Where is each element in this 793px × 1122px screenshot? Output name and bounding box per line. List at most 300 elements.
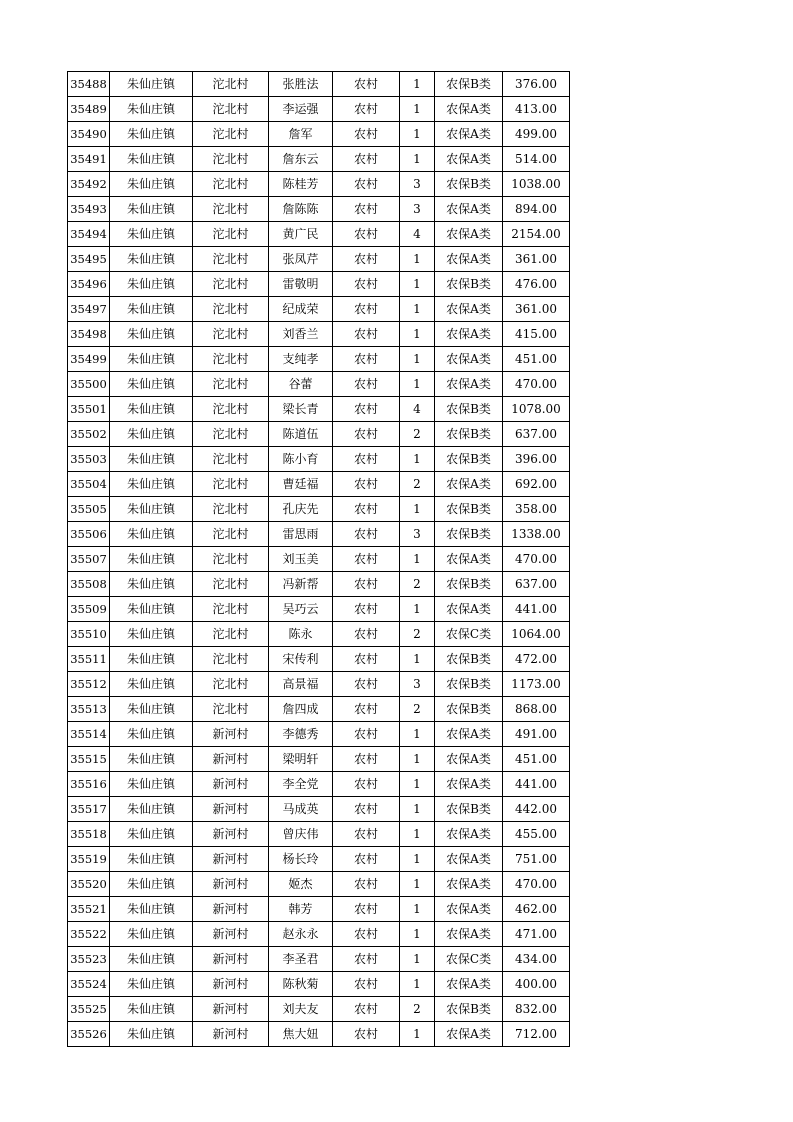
cell-count: 1 — [400, 772, 435, 797]
cell-count: 1 — [400, 322, 435, 347]
cell-name: 杨长玲 — [269, 847, 333, 872]
table-row — [68, 797, 570, 822]
cell-category: 农保A类 — [435, 547, 503, 572]
table-row — [68, 897, 570, 922]
cell-amount: 415.00 — [503, 322, 570, 347]
cell-amount: 455.00 — [503, 822, 570, 847]
cell-category: 农保B类 — [435, 447, 503, 472]
cell-type: 农村 — [333, 472, 400, 497]
cell-amount: 451.00 — [503, 747, 570, 772]
cell-category: 农保B类 — [435, 797, 503, 822]
cell-type: 农村 — [333, 747, 400, 772]
cell-category: 农保B类 — [435, 997, 503, 1022]
cell-name: 陈小育 — [269, 447, 333, 472]
cell-category: 农保B类 — [435, 497, 503, 522]
cell-type: 农村 — [333, 872, 400, 897]
cell-town: 朱仙庄镇 — [110, 772, 193, 797]
cell-type: 农村 — [333, 72, 400, 97]
cell-village: 沱北村 — [193, 422, 269, 447]
table-row — [68, 772, 570, 797]
cell-count: 2 — [400, 472, 435, 497]
cell-count: 1 — [400, 822, 435, 847]
cell-amount: 442.00 — [503, 797, 570, 822]
cell-type: 农村 — [333, 122, 400, 147]
cell-count: 2 — [400, 997, 435, 1022]
cell-name: 宋传利 — [269, 647, 333, 672]
cell-id: 35506 — [68, 522, 110, 547]
cell-amount: 832.00 — [503, 997, 570, 1022]
cell-village: 沱北村 — [193, 672, 269, 697]
cell-type: 农村 — [333, 172, 400, 197]
table-row — [68, 147, 570, 172]
cell-name: 曾庆伟 — [269, 822, 333, 847]
cell-type: 农村 — [333, 922, 400, 947]
cell-village: 沱北村 — [193, 272, 269, 297]
cell-name: 刘香兰 — [269, 322, 333, 347]
table-row — [68, 847, 570, 872]
cell-type: 农村 — [333, 897, 400, 922]
cell-village: 沱北村 — [193, 172, 269, 197]
cell-name: 梁长青 — [269, 397, 333, 422]
cell-id: 35519 — [68, 847, 110, 872]
cell-town: 朱仙庄镇 — [110, 672, 193, 697]
cell-count: 1 — [400, 722, 435, 747]
cell-town: 朱仙庄镇 — [110, 547, 193, 572]
cell-count: 1 — [400, 547, 435, 572]
cell-village: 沱北村 — [193, 622, 269, 647]
cell-id: 35501 — [68, 397, 110, 422]
cell-id: 35496 — [68, 272, 110, 297]
table-row — [68, 647, 570, 672]
cell-type: 农村 — [333, 572, 400, 597]
table-row — [68, 747, 570, 772]
cell-count: 1 — [400, 72, 435, 97]
cell-name: 刘玉美 — [269, 547, 333, 572]
cell-type: 农村 — [333, 497, 400, 522]
table-row — [68, 1022, 570, 1047]
cell-category: 农保C类 — [435, 947, 503, 972]
cell-count: 1 — [400, 97, 435, 122]
cell-name: 张胜法 — [269, 72, 333, 97]
cell-amount: 470.00 — [503, 372, 570, 397]
cell-amount: 751.00 — [503, 847, 570, 872]
cell-amount: 491.00 — [503, 722, 570, 747]
cell-id: 35488 — [68, 72, 110, 97]
table-row — [68, 122, 570, 147]
cell-category: 农保A类 — [435, 247, 503, 272]
cell-village: 新河村 — [193, 747, 269, 772]
cell-amount: 1038.00 — [503, 172, 570, 197]
cell-id: 35526 — [68, 1022, 110, 1047]
cell-name: 张凤芹 — [269, 247, 333, 272]
cell-village: 新河村 — [193, 947, 269, 972]
table-row — [68, 597, 570, 622]
cell-id: 35515 — [68, 747, 110, 772]
data-table — [67, 71, 570, 1047]
cell-category: 农保B类 — [435, 72, 503, 97]
cell-name: 詹陈陈 — [269, 197, 333, 222]
cell-town: 朱仙庄镇 — [110, 72, 193, 97]
table-row — [68, 397, 570, 422]
cell-village: 沱北村 — [193, 297, 269, 322]
cell-count: 1 — [400, 297, 435, 322]
cell-type: 农村 — [333, 1022, 400, 1047]
cell-amount: 472.00 — [503, 647, 570, 672]
cell-village: 新河村 — [193, 847, 269, 872]
cell-name: 纪成荣 — [269, 297, 333, 322]
cell-type: 农村 — [333, 297, 400, 322]
table-row — [68, 872, 570, 897]
cell-amount: 471.00 — [503, 922, 570, 947]
cell-count: 1 — [400, 797, 435, 822]
cell-town: 朱仙庄镇 — [110, 797, 193, 822]
cell-id: 35517 — [68, 797, 110, 822]
cell-village: 沱北村 — [193, 247, 269, 272]
cell-town: 朱仙庄镇 — [110, 247, 193, 272]
cell-category: 农保A类 — [435, 722, 503, 747]
cell-name: 马成英 — [269, 797, 333, 822]
cell-amount: 400.00 — [503, 972, 570, 997]
cell-village: 新河村 — [193, 1022, 269, 1047]
cell-count: 1 — [400, 947, 435, 972]
cell-type: 农村 — [333, 397, 400, 422]
cell-type: 农村 — [333, 597, 400, 622]
cell-amount: 451.00 — [503, 347, 570, 372]
cell-town: 朱仙庄镇 — [110, 322, 193, 347]
cell-type: 农村 — [333, 347, 400, 372]
table-row — [68, 447, 570, 472]
cell-town: 朱仙庄镇 — [110, 147, 193, 172]
cell-town: 朱仙庄镇 — [110, 522, 193, 547]
cell-category: 农保B类 — [435, 397, 503, 422]
cell-town: 朱仙庄镇 — [110, 172, 193, 197]
cell-count: 1 — [400, 922, 435, 947]
cell-category: 农保A类 — [435, 297, 503, 322]
cell-village: 新河村 — [193, 722, 269, 747]
cell-amount: 1064.00 — [503, 622, 570, 647]
cell-id: 35512 — [68, 672, 110, 697]
cell-type: 农村 — [333, 697, 400, 722]
cell-amount: 361.00 — [503, 247, 570, 272]
cell-count: 1 — [400, 122, 435, 147]
table-row — [68, 522, 570, 547]
cell-town: 朱仙庄镇 — [110, 472, 193, 497]
cell-id: 35507 — [68, 547, 110, 572]
cell-type: 农村 — [333, 272, 400, 297]
cell-name: 詹东云 — [269, 147, 333, 172]
cell-name: 高景福 — [269, 672, 333, 697]
cell-town: 朱仙庄镇 — [110, 697, 193, 722]
cell-category: 农保B类 — [435, 272, 503, 297]
cell-count: 1 — [400, 897, 435, 922]
cell-id: 35518 — [68, 822, 110, 847]
cell-village: 沱北村 — [193, 647, 269, 672]
cell-town: 朱仙庄镇 — [110, 922, 193, 947]
cell-village: 沱北村 — [193, 697, 269, 722]
cell-name: 李圣君 — [269, 947, 333, 972]
cell-category: 农保A类 — [435, 97, 503, 122]
cell-type: 农村 — [333, 822, 400, 847]
cell-category: 农保A类 — [435, 747, 503, 772]
cell-category: 农保A类 — [435, 347, 503, 372]
cell-name: 谷蕾 — [269, 372, 333, 397]
cell-amount: 361.00 — [503, 297, 570, 322]
cell-id: 35495 — [68, 247, 110, 272]
cell-amount: 376.00 — [503, 72, 570, 97]
cell-town: 朱仙庄镇 — [110, 422, 193, 447]
cell-name: 曹廷福 — [269, 472, 333, 497]
cell-count: 2 — [400, 572, 435, 597]
cell-town: 朱仙庄镇 — [110, 97, 193, 122]
cell-type: 农村 — [333, 647, 400, 672]
cell-village: 新河村 — [193, 797, 269, 822]
cell-type: 农村 — [333, 422, 400, 447]
cell-type: 农村 — [333, 197, 400, 222]
cell-town: 朱仙庄镇 — [110, 822, 193, 847]
cell-count: 1 — [400, 347, 435, 372]
cell-category: 农保A类 — [435, 372, 503, 397]
cell-type: 农村 — [333, 447, 400, 472]
cell-village: 沱北村 — [193, 372, 269, 397]
cell-type: 农村 — [333, 947, 400, 972]
cell-village: 沱北村 — [193, 322, 269, 347]
cell-town: 朱仙庄镇 — [110, 872, 193, 897]
cell-town: 朱仙庄镇 — [110, 747, 193, 772]
cell-count: 1 — [400, 372, 435, 397]
cell-category: 农保B类 — [435, 422, 503, 447]
table-row — [68, 722, 570, 747]
cell-type: 农村 — [333, 772, 400, 797]
cell-count: 3 — [400, 672, 435, 697]
cell-name: 陈桂芳 — [269, 172, 333, 197]
cell-id: 35498 — [68, 322, 110, 347]
cell-amount: 1173.00 — [503, 672, 570, 697]
cell-type: 农村 — [333, 372, 400, 397]
cell-type: 农村 — [333, 847, 400, 872]
cell-count: 3 — [400, 522, 435, 547]
cell-type: 农村 — [333, 522, 400, 547]
cell-name: 李全党 — [269, 772, 333, 797]
cell-category: 农保B类 — [435, 647, 503, 672]
cell-village: 新河村 — [193, 922, 269, 947]
cell-id: 35499 — [68, 347, 110, 372]
cell-village: 沱北村 — [193, 197, 269, 222]
cell-name: 詹军 — [269, 122, 333, 147]
table-row — [68, 922, 570, 947]
cell-count: 2 — [400, 422, 435, 447]
cell-village: 沱北村 — [193, 472, 269, 497]
cell-category: 农保C类 — [435, 622, 503, 647]
cell-village: 新河村 — [193, 822, 269, 847]
cell-count: 1 — [400, 247, 435, 272]
cell-village: 沱北村 — [193, 522, 269, 547]
table-row — [68, 172, 570, 197]
cell-type: 农村 — [333, 547, 400, 572]
cell-village: 沱北村 — [193, 597, 269, 622]
cell-id: 35521 — [68, 897, 110, 922]
table-row — [68, 222, 570, 247]
cell-count: 1 — [400, 747, 435, 772]
cell-category: 农保A类 — [435, 897, 503, 922]
table-row — [68, 422, 570, 447]
cell-town: 朱仙庄镇 — [110, 597, 193, 622]
cell-id: 35509 — [68, 597, 110, 622]
cell-category: 农保A类 — [435, 472, 503, 497]
cell-id: 35492 — [68, 172, 110, 197]
cell-town: 朱仙庄镇 — [110, 972, 193, 997]
cell-name: 陈永 — [269, 622, 333, 647]
cell-amount: 470.00 — [503, 547, 570, 572]
table-row — [68, 672, 570, 697]
cell-village: 沱北村 — [193, 447, 269, 472]
cell-id: 35500 — [68, 372, 110, 397]
cell-village: 沱北村 — [193, 147, 269, 172]
cell-amount: 894.00 — [503, 197, 570, 222]
cell-category: 农保A类 — [435, 922, 503, 947]
cell-amount: 2154.00 — [503, 222, 570, 247]
cell-village: 沱北村 — [193, 347, 269, 372]
cell-village: 新河村 — [193, 872, 269, 897]
cell-town: 朱仙庄镇 — [110, 997, 193, 1022]
cell-name: 姬杰 — [269, 872, 333, 897]
cell-id: 35505 — [68, 497, 110, 522]
cell-amount: 358.00 — [503, 497, 570, 522]
cell-type: 农村 — [333, 622, 400, 647]
cell-village: 沱北村 — [193, 497, 269, 522]
cell-amount: 514.00 — [503, 147, 570, 172]
cell-village: 新河村 — [193, 897, 269, 922]
table-row — [68, 547, 570, 572]
cell-count: 1 — [400, 597, 435, 622]
cell-amount: 434.00 — [503, 947, 570, 972]
cell-name: 冯新帮 — [269, 572, 333, 597]
cell-name: 赵永永 — [269, 922, 333, 947]
cell-amount: 470.00 — [503, 872, 570, 897]
cell-village: 沱北村 — [193, 72, 269, 97]
cell-type: 农村 — [333, 997, 400, 1022]
table-row — [68, 197, 570, 222]
cell-id: 35525 — [68, 997, 110, 1022]
cell-name: 韩芳 — [269, 897, 333, 922]
cell-village: 沱北村 — [193, 222, 269, 247]
table-row — [68, 572, 570, 597]
table-row — [68, 247, 570, 272]
cell-count: 1 — [400, 272, 435, 297]
cell-amount: 462.00 — [503, 897, 570, 922]
cell-name: 陈秋菊 — [269, 972, 333, 997]
cell-amount: 441.00 — [503, 597, 570, 622]
table-body — [68, 72, 570, 1047]
cell-village: 沱北村 — [193, 397, 269, 422]
cell-village: 新河村 — [193, 972, 269, 997]
table-row — [68, 272, 570, 297]
cell-name: 支纯孝 — [269, 347, 333, 372]
cell-type: 农村 — [333, 247, 400, 272]
cell-count: 1 — [400, 972, 435, 997]
cell-amount: 441.00 — [503, 772, 570, 797]
cell-category: 农保B类 — [435, 672, 503, 697]
cell-town: 朱仙庄镇 — [110, 947, 193, 972]
cell-amount: 637.00 — [503, 572, 570, 597]
cell-town: 朱仙庄镇 — [110, 372, 193, 397]
cell-id: 35511 — [68, 647, 110, 672]
cell-amount: 712.00 — [503, 1022, 570, 1047]
cell-town: 朱仙庄镇 — [110, 647, 193, 672]
table-row — [68, 822, 570, 847]
table-row — [68, 72, 570, 97]
cell-name: 梁明轩 — [269, 747, 333, 772]
cell-name: 刘夫友 — [269, 997, 333, 1022]
cell-amount: 396.00 — [503, 447, 570, 472]
cell-name: 焦大妞 — [269, 1022, 333, 1047]
cell-count: 3 — [400, 172, 435, 197]
table-row — [68, 997, 570, 1022]
cell-amount: 476.00 — [503, 272, 570, 297]
cell-count: 4 — [400, 222, 435, 247]
cell-amount: 637.00 — [503, 422, 570, 447]
table-row — [68, 297, 570, 322]
cell-id: 35513 — [68, 697, 110, 722]
cell-id: 35510 — [68, 622, 110, 647]
cell-name: 詹四成 — [269, 697, 333, 722]
cell-village: 沱北村 — [193, 97, 269, 122]
cell-id: 35523 — [68, 947, 110, 972]
cell-id: 35489 — [68, 97, 110, 122]
cell-town: 朱仙庄镇 — [110, 1022, 193, 1047]
cell-count: 1 — [400, 847, 435, 872]
cell-amount: 1078.00 — [503, 397, 570, 422]
cell-category: 农保A类 — [435, 972, 503, 997]
cell-id: 35516 — [68, 772, 110, 797]
cell-id: 35504 — [68, 472, 110, 497]
cell-amount: 499.00 — [503, 122, 570, 147]
cell-category: 农保B类 — [435, 572, 503, 597]
cell-category: 农保A类 — [435, 847, 503, 872]
cell-name: 李运强 — [269, 97, 333, 122]
cell-type: 农村 — [333, 222, 400, 247]
cell-type: 农村 — [333, 972, 400, 997]
cell-category: 农保B类 — [435, 172, 503, 197]
cell-id: 35493 — [68, 197, 110, 222]
cell-village: 沱北村 — [193, 547, 269, 572]
cell-category: 农保A类 — [435, 122, 503, 147]
cell-id: 35514 — [68, 722, 110, 747]
cell-village: 新河村 — [193, 772, 269, 797]
cell-category: 农保A类 — [435, 822, 503, 847]
cell-town: 朱仙庄镇 — [110, 572, 193, 597]
cell-town: 朱仙庄镇 — [110, 347, 193, 372]
cell-count: 2 — [400, 622, 435, 647]
cell-type: 农村 — [333, 147, 400, 172]
cell-category: 农保A类 — [435, 147, 503, 172]
cell-id: 35503 — [68, 447, 110, 472]
cell-count: 1 — [400, 1022, 435, 1047]
cell-count: 1 — [400, 147, 435, 172]
cell-id: 35491 — [68, 147, 110, 172]
cell-count: 4 — [400, 397, 435, 422]
cell-category: 农保B类 — [435, 697, 503, 722]
cell-name: 孔庆先 — [269, 497, 333, 522]
cell-id: 35508 — [68, 572, 110, 597]
cell-village: 沱北村 — [193, 122, 269, 147]
cell-village: 新河村 — [193, 997, 269, 1022]
cell-name: 雷敬明 — [269, 272, 333, 297]
cell-category: 农保A类 — [435, 222, 503, 247]
cell-category: 农保A类 — [435, 772, 503, 797]
cell-id: 35497 — [68, 297, 110, 322]
cell-name: 黄广民 — [269, 222, 333, 247]
cell-category: 农保A类 — [435, 872, 503, 897]
